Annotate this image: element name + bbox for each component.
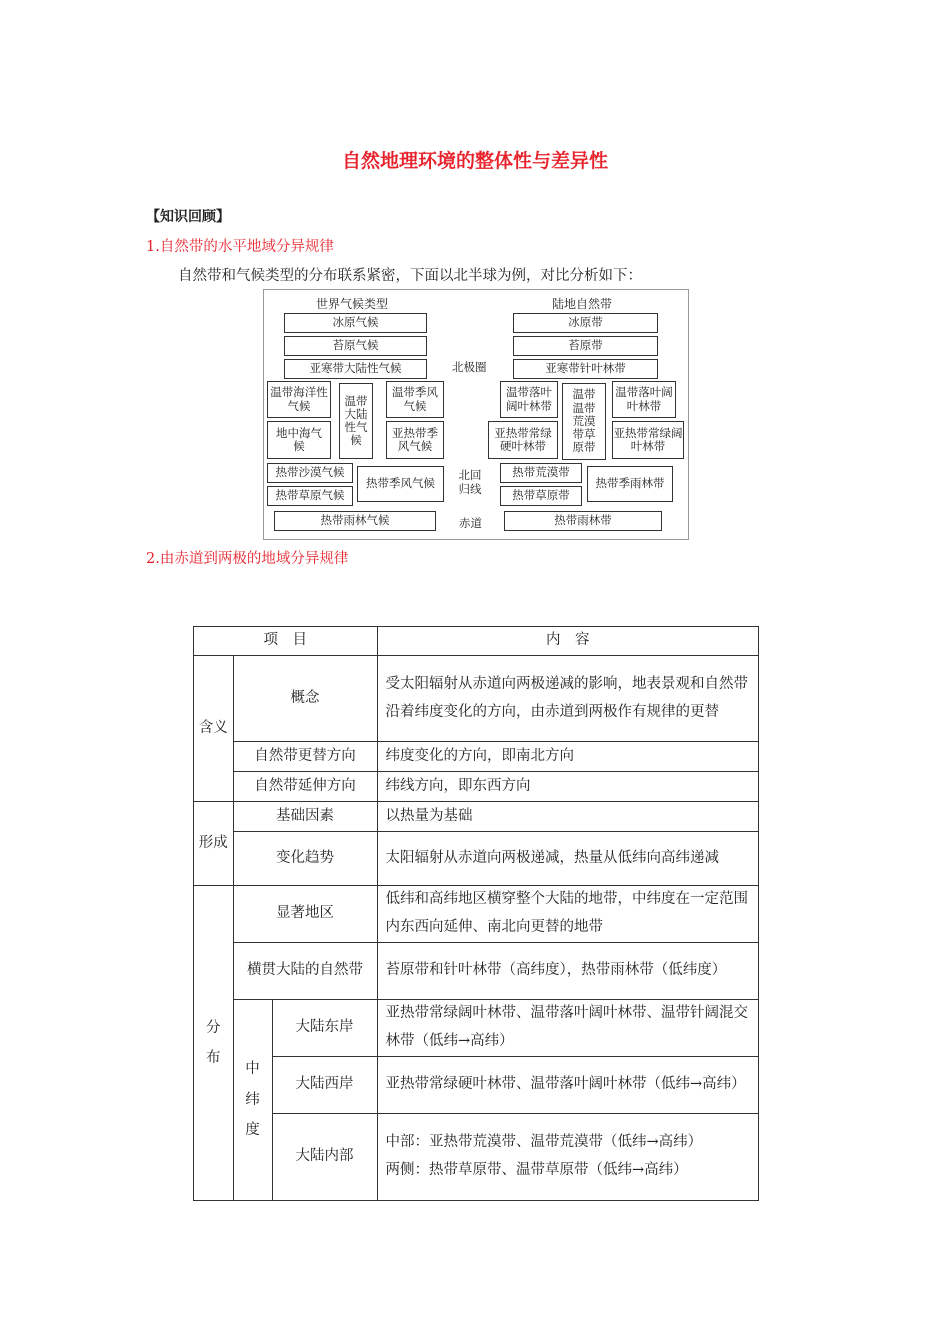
tropic-of-cancer-label: 北回归线 [458, 468, 482, 497]
row-notable-area-name: 显著地区 [233, 886, 377, 943]
row-interior-name: 大陆内部 [272, 1114, 377, 1201]
row-extend-direction-text: 纬线方向，即东西方向 [377, 772, 759, 802]
group-mid-latitude: 中纬度 [233, 1000, 272, 1201]
row-concept-text: 受太阳辐射从赤道向两极递减的影响，地表景观和自然带沿着纬度变化的方向，由赤道到两极作有规律的更替 [377, 656, 759, 742]
group-distribution: 分布 [194, 886, 234, 1201]
savanna-zone-box: 热带草原带 [500, 486, 582, 506]
rainforest-zone-box: 热带雨林带 [504, 511, 662, 531]
zonation-table [193, 626, 759, 1201]
ice-zone-box: 冰原带 [513, 313, 658, 333]
group-meaning: 含义 [194, 656, 234, 802]
row-basis-text: 以热量为基础 [377, 802, 759, 832]
tropical-desert-zone-box: 热带荒漠带 [500, 463, 582, 483]
intro-paragraph: 自然带和气候类型的分布联系紧密，下面以北半球为例，对比分析如下： [178, 268, 642, 284]
desert-climate-box: 热带沙漠气候 [267, 463, 353, 483]
group-formation: 形成 [194, 802, 234, 886]
review-heading: 【知识回顾】 [146, 209, 230, 225]
deciduous-east-box: 温带落叶阔叶林带 [612, 381, 676, 418]
row-trend-text: 太阳辐射从赤道向两极递减，热量从低纬向高纬递减 [377, 832, 759, 886]
row-interior-text-center: 中部：亚热带荒漠带、温带荒漠带（低纬→高纬） [385, 1134, 703, 1151]
row-concept-name: 概念 [233, 656, 377, 742]
row-west-coast-text: 亚热带常绿硬叶林带、温带落叶阔叶林带（低纬→高纬） [377, 1057, 759, 1114]
row-transcontinental-text: 苔原带和针叶林带（高纬度），热带雨林带（低纬度） [377, 943, 759, 1000]
arctic-circle-label: 北极圈 [452, 360, 487, 374]
tundra-zone-box: 苔原带 [513, 336, 658, 356]
row-east-coast-text: 亚热带常绿阔叶林带、温带落叶阔叶林带、温带针阔混交林带（低纬→高纬） [377, 1000, 759, 1057]
continental-climate-box: 温带大陆性气候 [339, 383, 373, 459]
tundra-climate-box: 苔原气候 [284, 336, 427, 356]
row-basis-name: 基础因素 [233, 802, 377, 832]
steppe-desert-box: 温带温带荒漠带草原带 [562, 383, 606, 460]
savanna-climate-box: 热带草原气候 [267, 486, 353, 506]
row-trend-name: 变化趋势 [233, 832, 377, 886]
row-west-coast-name: 大陆西岸 [272, 1057, 377, 1114]
climate-types-header: 世界气候类型 [316, 297, 389, 311]
row-interior-text-sides: 两侧：热带草原带、温带草原带（低纬→高纬） [385, 1162, 688, 1178]
row-interior-text [377, 1114, 759, 1201]
subarctic-climate-box: 亚寒带大陆性气候 [284, 359, 427, 379]
ice-climate-box: 冰原气候 [284, 313, 427, 333]
row-notable-area-text: 低纬和高纬地区横穿整个大陆的地带，中纬度在一定范围内东西向延伸、南北向更替的地带 [377, 886, 759, 943]
subtropical-monsoon-box: 亚热带季风气候 [386, 421, 444, 459]
natural-zones-header: 陆地自然带 [552, 297, 613, 311]
row-east-coast-name: 大陆东岸 [272, 1000, 377, 1057]
row-transcontinental-name: 横贯大陆的自然带 [233, 943, 377, 1000]
page-title: 自然地理环境的整体性与差异性 [341, 150, 608, 172]
temperate-monsoon-box: 温带季风气候 [386, 381, 444, 418]
header-item: 项 目 [194, 627, 378, 656]
row-replace-direction-text: 纬度变化的方向，即南北方向 [377, 742, 759, 772]
header-content: 内 容 [377, 627, 759, 656]
taiga-zone-box: 亚寒带针叶林带 [513, 359, 658, 379]
section-2-heading: 2.由赤道到两极的地域分异规律 [146, 551, 349, 567]
row-replace-direction-name: 自然带更替方向 [233, 742, 377, 772]
rainforest-climate-box: 热带雨林气候 [274, 511, 436, 531]
deciduous-west-box: 温带落叶阔叶林带 [500, 381, 558, 418]
equator-label: 赤道 [459, 516, 482, 530]
row-extend-direction-name: 自然带延伸方向 [233, 772, 377, 802]
mediterranean-climate-box: 地中海气候 [267, 421, 331, 459]
climate-vs-natural-zone-figure [263, 289, 689, 540]
evergreen-broadleaf-box: 亚热带常绿阔叶林带 [612, 421, 684, 459]
oceanic-climate-box: 温带海洋性气候 [267, 381, 331, 418]
tropical-monsoon-climate-box: 热带季风气候 [357, 466, 444, 502]
monsoon-forest-zone-box: 热带季雨林带 [587, 466, 673, 502]
sclerophyll-zone-box: 亚热带常绿硬叶林带 [488, 421, 558, 459]
section-1-heading: 1.自然带的水平地域分异规律 [146, 239, 334, 255]
